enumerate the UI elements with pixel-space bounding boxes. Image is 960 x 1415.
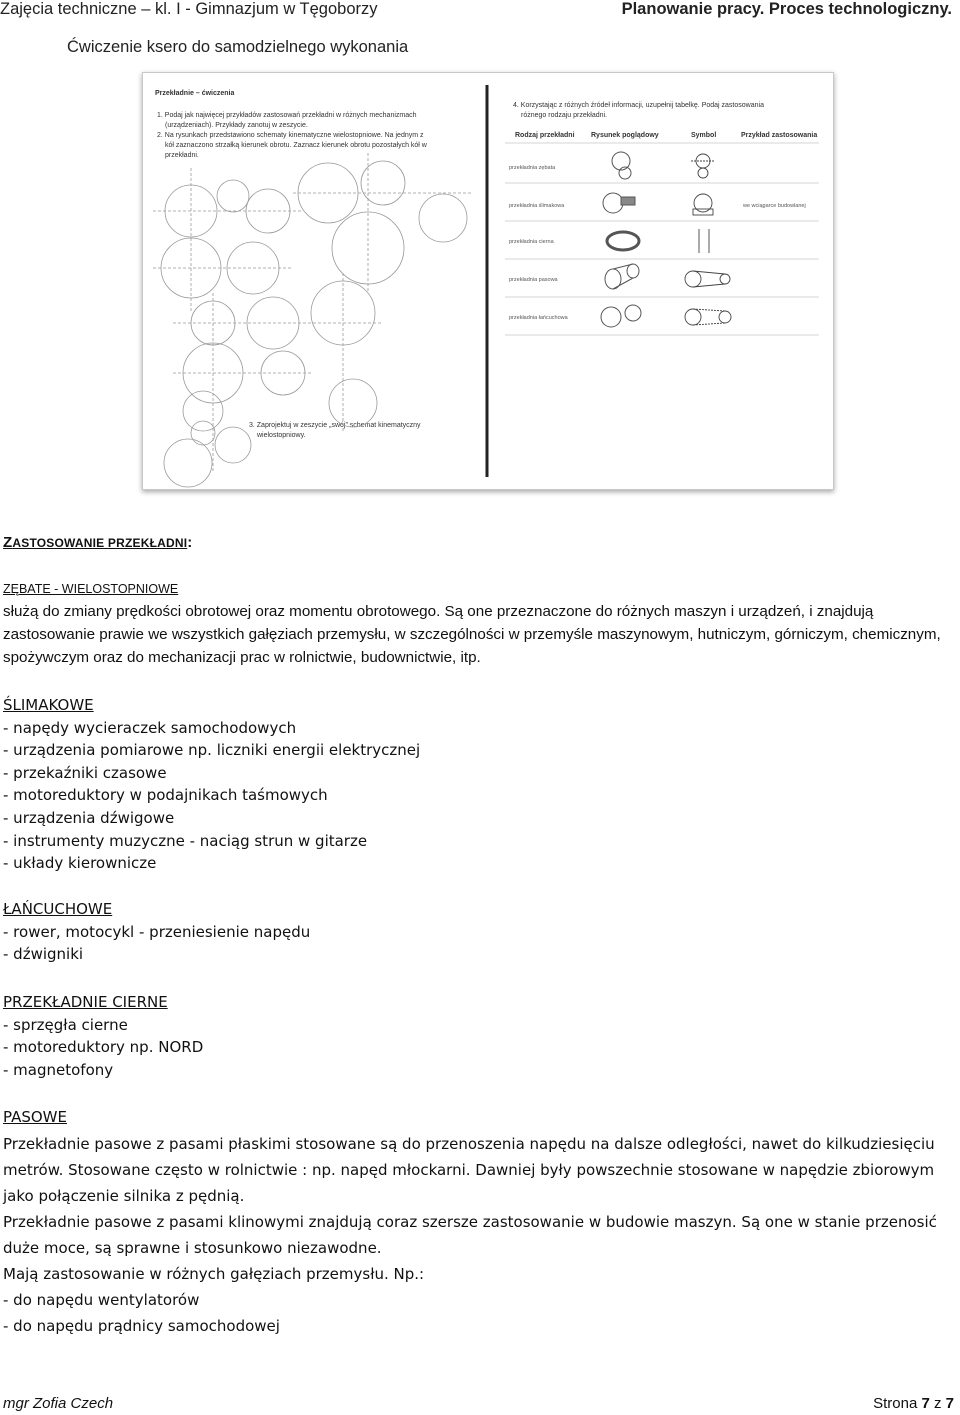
scan-task2c: przekładni. — [165, 152, 199, 159]
scan-row-friction: przekładnia cierna — [509, 239, 554, 245]
title-initial: Z — [3, 534, 13, 551]
belt-paragraph-1: Przekładnie pasowe z pasami płaskimi stosowane są do przenoszenia napędu na dalsze odległości, nawet do kilkudziesięciu metrów. Stosowane często w rolnictwie : np. napęd młockarni. Dawniej były powszechnie stosowane w napędzie zbiorowym jako połączenie silnika z pędnią. — [3, 1135, 935, 1205]
scan-task3b: wielostopniowy. — [257, 432, 306, 439]
title-colon: : — [187, 534, 193, 551]
header-right-title: Planowanie pracy. Proces technologiczny. — [621, 0, 952, 18]
scan-row-worm: przekładnia ślimakowa — [509, 203, 565, 209]
heading-chain: ŁAŃCUCHOWE — [3, 900, 113, 918]
scan-task4b: różnego rodzaju przekładni. — [521, 112, 607, 119]
page-of: z — [929, 1395, 946, 1412]
heading-friction: PRZEKŁADNIE CIERNE — [3, 993, 168, 1011]
worm-gear-section — [3, 694, 420, 875]
list-item: - dźwigniki — [3, 945, 84, 964]
list-item: - do napędu prądnicy samochodowej — [3, 1317, 280, 1335]
scan-task3: 3. Zaprojektuj w zeszycie „swój” schemat kinematyczny — [249, 422, 421, 429]
list-item: - sprzęgła cierne — [3, 1015, 128, 1034]
list-item: - urządzenia dźwigowe — [3, 808, 175, 827]
scan-symbols — [685, 154, 731, 325]
belt-paragraph-2: Przekładnie pasowe z pasami klinowymi znajdują coraz szersze zastosowanie w budowie maszyn. Są one w stanie przenosić duże moce, są sprawne i stosunkowo niezawodne. — [3, 1213, 937, 1257]
list-item: - motoreduktory np. NORD — [3, 1038, 204, 1057]
title-rest: ASTOSOWANIE PRZEKŁADNI — [12, 536, 188, 550]
page-total: 7 — [945, 1395, 954, 1412]
gear-description: służą do zmiany prędkości obrotowej oraz momentu obrotowego. Są one przeznaczone do różnych maszyn i urządzeń, i znajdują zastosowanie prawie we wszystkich gałęziach przemysłu, w szczególności w przemyśle maszynowym, hutniczym, górniczym, chemicznym, spożywczym oraz do mechanizacji prac w rolnictwie, budownictwie, itp. — [3, 603, 941, 666]
scan-col-type: Rodzaj przekładni — [515, 132, 575, 139]
scan-task2: 2. Na rysunkach przedstawiono schematy kinematyczne wielostopniowe. Na jednym z — [157, 132, 424, 139]
chain-gear-section — [3, 898, 310, 966]
scan-col-drawing: Rysunek poglądowy — [591, 132, 659, 139]
list-item: - napędy wycieraczek samochodowych — [3, 718, 297, 737]
list-item: - układy kierownicze — [3, 854, 157, 873]
scan-task2b: kół zaznaczono strzałką kierunek obrotu. Zaznacz kierunek obrotu pozostałych kół w — [165, 142, 427, 149]
list-item: - przekaźniki czasowe — [3, 763, 167, 782]
heading-worm: ŚLIMAKOWE — [3, 696, 94, 714]
list-item: - rower, motocykl - przeniesienie napędu — [3, 922, 311, 941]
scan-task1: 1. Podaj jak najwięcej przykładów zastosowań przekładni w różnych mechanizmach — [157, 112, 417, 119]
scan-row-belt: przekładnia pasowa — [509, 277, 558, 283]
footer-page-number — [873, 1395, 954, 1412]
gear-diagrams — [153, 153, 473, 487]
scan-pictorial-drawings — [601, 152, 641, 327]
list-item: - instrumenty muzyczne - naciąg strun w gitarze — [3, 831, 368, 850]
scan-row-gear: przekładnia zębata — [509, 165, 556, 171]
scan-task1b: (urządzeniach). Przykłady zanotuj w zeszycie. — [165, 122, 308, 129]
heading-gear-multistage: ZĘBATE - WIELOSTOPNIOWE — [3, 582, 179, 596]
list-item: - do napędu wentylatorów — [3, 1291, 200, 1309]
page-current: 7 — [921, 1395, 930, 1412]
scan-col-example: Przykład zastosowania — [741, 132, 818, 139]
list-item: - motoreduktory w podajnikach taśmowych — [3, 786, 328, 805]
footer-author: mgr Zofia Czech — [3, 1395, 114, 1412]
scan-col-symbol: Symbol — [691, 132, 717, 139]
heading-belt-wrap — [3, 1106, 67, 1129]
scan-example-text: we wciągarce budowlanej — [743, 203, 806, 209]
worksheet-scan-image — [142, 72, 834, 490]
scan-row-chain: przekładnia łańcuchowa — [509, 315, 568, 321]
list-item: - magnetofony — [3, 1060, 114, 1079]
belt-paragraph-3: Mają zastosowanie w różnych gałęziach przemysłu. Np.: — [3, 1265, 425, 1283]
belt-section — [3, 1131, 958, 1339]
header-left-title: Zajęcia techniczne – kl. I - Gimnazjum w Tęgoborzy — [0, 0, 378, 18]
page-label: Strona — [873, 1395, 922, 1412]
scan-task4: 4. Korzystając z różnych źródeł informacji, uzupełnij tabelkę. Podaj zastosowania — [513, 102, 764, 109]
section-title-applications — [3, 534, 192, 551]
list-item: - urządzenia pomiarowe np. liczniki energii elektrycznej — [3, 741, 421, 760]
page-subtitle: Ćwiczenie ksero do samodzielnego wykonania — [67, 38, 409, 56]
friction-gear-section — [3, 991, 203, 1081]
heading-belt: PASOWE — [3, 1108, 67, 1126]
scan-heading: Przekładnie – ćwiczenia — [155, 90, 235, 97]
